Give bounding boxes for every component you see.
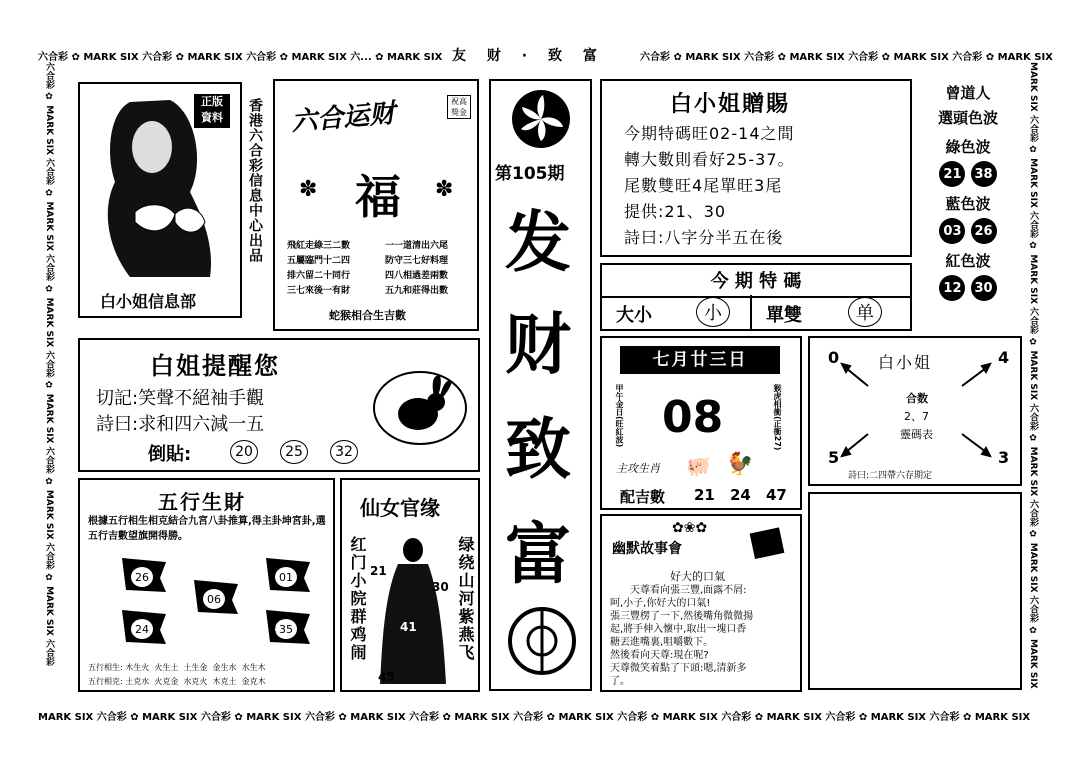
special-divider [750,295,752,329]
flourish-left-icon: ✽ [299,177,318,202]
lucky-emblem-icon [507,606,577,676]
blue-ball: 26 [971,218,997,244]
compass-poem: 詩曰:二四帶六存期定 [848,471,933,481]
fortune-title-art: 六合运财 [290,98,397,138]
overcome-row: 五行相克: 土克水 火克金 水克火 木克土 金克木 [88,677,266,686]
book-icon [748,526,788,560]
fortune-stamp: 祝高 獎金 [447,95,471,119]
stick-label: 倒貼: [148,444,192,465]
generate-row: 五行相生: 木生火 火生土 土生金 金生水 水生木 [88,663,266,672]
char-fa: 发 [505,204,571,281]
official-badge: 正版 資料 [194,94,230,128]
red-wave-label: 紅色波 [945,252,991,270]
flag [120,556,168,596]
pig-icon: 🐖 [686,454,711,478]
five-elements-panel [78,478,335,692]
compass-corner: 5 [828,448,840,467]
miss-bai-lines: 今期特碼旺02-14之間 轉大數則看好25-37。 尾數雙旺4尾單旺3尾 提供:21、30 詩曰:八字分半五在後 [624,124,795,247]
calendar-number: 08 [662,392,724,443]
taoist-title: 曾道人 [945,84,991,102]
stick-number: 25 [280,440,308,464]
sum-values: 2、7 [904,410,929,423]
poem-left: 飛紅走綠三二數 五屬臨門十二四 排六留二十同行 三七來後一有財 [287,241,351,296]
miss-bai-gift-panel [600,79,912,257]
calendar-date: 七月廿三日 [620,346,780,374]
flag-number: 06 [202,588,226,610]
fairy-number: 21 [370,564,387,578]
bauhinia-logo-icon [511,89,571,149]
flag-number: 01 [274,566,298,588]
red-ball: 12 [939,275,965,301]
char-cai: 财 [505,306,571,383]
five-elements-title: 五行生財 [158,490,246,514]
sum-label: 合数 [906,392,928,405]
buddha-statue-icon [378,536,448,686]
color-title: 選頭色波 [937,109,998,127]
special-code-panel [600,263,912,331]
flag-number: 35 [274,618,298,640]
match-label: 配吉數 [620,488,666,506]
blue-wave-label: 藍色波 [945,195,991,213]
top-border-strip: 六合彩 ✿ MARK SIX 六合彩 ✿ MARK SIX 六合彩 ✿ MARK SIX 六... ✿ MARK SIX [38,52,443,63]
compass-corner: 0 [828,348,840,367]
calendar-right-vertical: 猴虎相衝(正衝27) [773,384,782,451]
calendar-left-vertical: 甲午金日(旺紅波) [615,384,624,448]
left-border-strip: 六合彩 ✿ MARK SIX 六合彩 ✿ MARK SIX 六合彩 ✿ MARK SIX 六合彩 ✿ MARK SIX 六合彩 ✿ MARK SIX 六合彩 ✿ MARK SIX 六合彩 [44,62,54,666]
rabbit-icon [370,364,470,448]
green-wave-label: 綠色波 [945,138,991,156]
odd-even-label: 單雙 [766,305,802,326]
bottom-border-strip: MARK SIX 六合彩 ✿ MARK SIX 六合彩 ✿ MARK SIX 六合彩 ✿ MARK SIX 六合彩 ✿ MARK SIX 六合彩 ✿ MARK SIX 六合彩 ✿ MARK SIX 六合彩 ✿ MARK SIX 六合彩 ✿ MARK SIX 六合彩 ✿ MARK SIX [38,712,1031,723]
blue-ball: 03 [939,218,965,244]
flag-number: 26 [130,566,154,588]
photo-panel [78,82,242,318]
compass-corner: 3 [998,448,1010,467]
fairy-number: 41 [400,620,417,634]
stick-number: 32 [330,440,358,464]
fortune-footer: 蛇猴相合生吉數 [329,309,406,322]
humor-title: 幽默故事會 [612,541,682,557]
center-column [489,79,592,691]
green-ball: 21 [939,161,965,187]
flag-number: 24 [130,618,154,640]
match-number: 21 [694,486,715,504]
stick-number: 20 [230,440,258,464]
fairy-right-text: 绿绕山河紫燕飞 [456,536,475,662]
photo-vertical-text: 香港六合彩信息中心出品 [247,98,263,263]
top-border-strip-right: 六合彩 ✿ MARK SIX 六合彩 ✿ MARK SIX 六合彩 ✿ MARK SIX 六合彩 ✿ MARK SIX [640,52,1053,63]
special-title: 今 期 特 碼 [602,267,910,298]
reminder-title: 白姐提醒您 [150,352,280,380]
fairy-title: 仙女官缘 [360,496,440,520]
reminder-panel [78,338,480,472]
calendar-script: 主攻生肖 [616,462,660,475]
compass-panel [808,336,1022,486]
char-fu: 富 [505,516,571,593]
humor-text: 天尊看向張三豐,面露不屑: 呵,小子,你好大的口氣! 張三豐楞了一下,然後嘴角微微揚 起,將手伸入懷中,取出一塊口香 糖丟進嘴裏,咀嚼數下。 然後看向天尊:現在呢? 天尊微笑着點了下頭:嗯,清新多 了。 [610,585,754,687]
miss-bai-title: 白小姐贈賜 [670,92,791,117]
flourish-right-icon: ✽ [435,177,454,202]
fairy-left-text: 红门小院群鸡闹 [348,536,367,662]
empty-panel [808,492,1022,690]
right-border-strip: MARK SIX 六合彩 ✿ MARK SIX 六合彩 ✿ MARK SIX 六合彩 ✿ MARK SIX 六合彩 ✿ MARK SIX 六合彩 ✿ MARK SIX 六合彩 ✿ MARK SIX [1028,62,1038,689]
poem-right: 一一道清出六尾 防守三七好料理 四八相過差兩數 五九和莊得出數 [385,241,449,296]
size-label: 大小 [616,305,652,326]
rooster-icon: 🐓 [726,452,754,477]
red-ball: 30 [971,275,997,301]
photo-caption: 白小姐信息部 [100,292,197,311]
reminder-line1: 切記:笑聲不絕袖手觀 [96,388,265,409]
color-wave-panel [918,80,1018,335]
humor-panel [600,514,802,692]
fortune-center-char: 福 [355,170,401,224]
humor-subtitle: 好大的口氣 [670,570,725,583]
compass-title: 白小姐 [878,353,933,372]
match-number: 47 [766,486,787,504]
flag [264,556,312,596]
issue-number: 第105期 [495,164,565,184]
flag [120,608,168,648]
char-zhi: 致 [505,411,571,488]
flag [192,578,240,618]
size-value: 小 [696,297,730,327]
five-elements-desc: 根據五行相生相克結合九宮八卦推算,得主卦坤宮卦,選五行吉數望旗開得勝。 [88,516,326,542]
fairy-number: 45 [378,670,395,684]
fairy-panel [340,478,480,692]
flower-icon: ✿❀✿ [672,520,708,536]
reminder-line2: 詩曰:求和四六減一五 [96,414,265,435]
top-center-slogan: 友 财 · 致 富 [452,48,605,64]
calendar-panel [600,336,802,510]
match-number: 24 [730,486,751,504]
green-ball: 38 [971,161,997,187]
fairy-number: 30 [432,580,449,594]
flag-prefix: 土 [268,625,278,635]
fortune-panel [273,79,479,331]
compass-corner: 4 [998,348,1010,367]
odd-even-value: 单 [848,297,882,327]
code-table: 靈碼表 [900,428,933,441]
